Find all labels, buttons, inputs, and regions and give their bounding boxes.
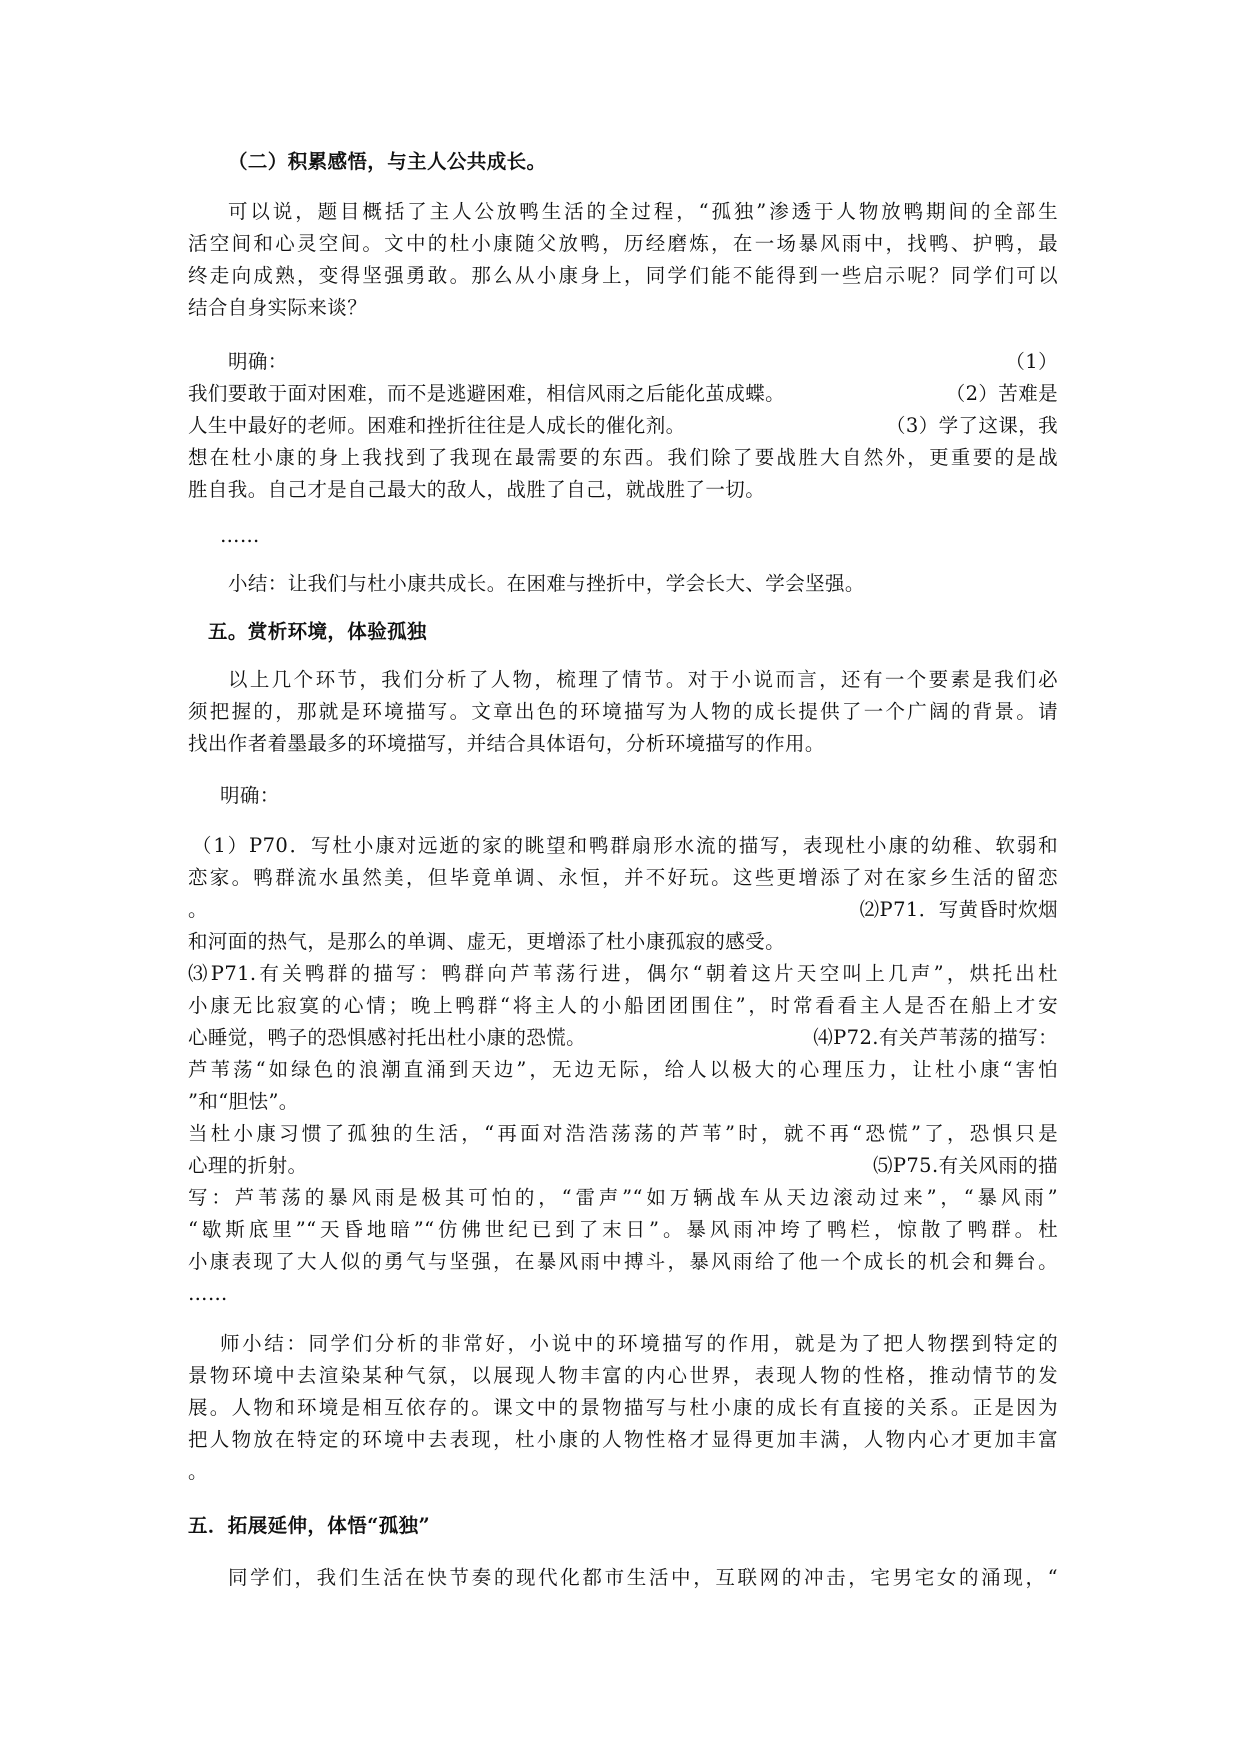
answer-text: 想在杜小康的身上我找到了我现在最需要的东西。我们除了要战胜大自然外，更重要的是战 [188, 446, 1058, 469]
analysis-line: ⑶P71.有关鸭群的描写：鸭群向芦苇荡行进，偶尔“朝着这片天空叫上几声”，烘托出杜 [188, 962, 1058, 985]
analysis-text: 心理的折射。 [188, 1154, 308, 1177]
section-heading-extension: 五．拓展延伸，体悟“孤独” [188, 1514, 431, 1537]
clarify-label: 明确： [228, 350, 288, 373]
analysis-text: ⑷P72.有关芦苇荡的描写： [813, 1026, 1058, 1049]
ellipsis: …… [220, 524, 260, 547]
analysis-line: （1）P70．写杜小康对远逝的家的眺望和鸭群扇形水流的描写，表现杜小康的幼稚、软弱和 [192, 834, 1058, 857]
analysis-line: 恋家。鸭群流水虽然美，但毕竟单调、永恒，并不好玩。这些更增添了对在家乡生活的留恋 [188, 866, 1058, 889]
summary-line: 展。人物和环境是相互依存的。课文中的景物描写与杜小康的成长有直接的关系。正是因为 [188, 1396, 1058, 1419]
answer-text: （3）学了这课，我 [885, 414, 1058, 437]
paragraph-line: 可以说，题目概括了主人公放鸭生活的全过程，“孤独”渗透于人物放鸭期间的全部生 [228, 200, 1058, 223]
paragraph-line: 活空间和心灵空间。文中的杜小康随父放鸭，历经磨炼，在一场暴风雨中，找鸭、护鸭，最 [188, 232, 1058, 255]
ellipsis: …… [188, 1282, 228, 1305]
section-heading-environment: 五。赏析环境，体验孤独 [208, 620, 427, 643]
analysis-line: 当杜小康习惯了孤独的生活，“再面对浩浩荡荡的芦苇”时，就不再“恐慌”了，恐惧只是 [188, 1122, 1058, 1145]
paragraph-line: 以上几个环节，我们分析了人物，梳理了情节。对于小说而言，还有一个要素是我们必 [228, 668, 1058, 691]
summary-text: 小结：让我们与杜小康共成长。在困难与挫折中，学会长大、学会坚强。 [228, 572, 865, 595]
paragraph-extension: 同学们，我们生活在快节奏的现代化都市生活中，互联网的冲击，宅男宅女的涌现，“ [228, 1566, 1058, 1589]
answer-text: 胜自我。自己才是自己最大的敌人，战胜了自己，就战胜了一切。 [188, 478, 766, 501]
analysis-line: “歇斯底里”“天昏地暗”“仿佛世纪已到了末日”。暴风雨冲垮了鸭栏，惊散了鸭群。杜 [188, 1218, 1058, 1241]
analysis-line: 小康无比寂寞的心情；晚上鸭群“将主人的小船团团围住”，时常看看主人是否在船上才安 [188, 994, 1058, 1017]
summary-line: 。 [188, 1460, 208, 1483]
summary-line: 师小结：同学们分析的非常好，小说中的环境描写的作用，就是为了把人物摆到特定的 [220, 1332, 1058, 1355]
analysis-text: ⑸P75.有关风雨的描 [872, 1154, 1058, 1177]
clarify-label: 明确： [220, 784, 280, 807]
analysis-line: 写：芦苇荡的暴风雨是极其可怕的，“雷声”“如万辆战车从天边滚动过来”，“暴风雨” [188, 1186, 1058, 1209]
summary-line: 把人物放在特定的环境中去表现，杜小康的人物性格才显得更加丰满，人物内心才更加丰富 [188, 1428, 1058, 1451]
answer-text: 人生中最好的老师。困难和挫折往往是人成长的催化剂。 [188, 414, 686, 437]
analysis-text: ⑵P71．写黄昏时炊烟 [859, 898, 1058, 921]
answer-text: 我们要敢于面对困难，而不是逃避困难，相信风雨之后能化茧成蝶。 [188, 382, 786, 405]
paragraph-line: 终走向成熟，变得坚强勇敢。那么从小康身上，同学们能不能得到一些启示呢？同学们可以 [188, 264, 1058, 287]
item-number: （1） [1005, 350, 1058, 373]
paragraph-line: 找出作者着墨最多的环境描写，并结合具体语句，分析环境描写的作用。 [188, 732, 825, 755]
analysis-line: 小康表现了大人似的勇气与坚强，在暴风雨中搏斗，暴风雨给了他一个成长的机会和舞台。 [188, 1250, 1058, 1273]
analysis-line: 和河面的热气，是那么的单调、虚无，更增添了杜小康孤寂的感受。 [188, 930, 786, 953]
analysis-line: ”和“胆怯”。 [188, 1090, 299, 1113]
analysis-text: 。 [188, 898, 208, 921]
summary-line: 景物环境中去渲染某种气氛，以展现人物丰富的内心世界，表现人物的性格，推动情节的发 [188, 1364, 1058, 1387]
paragraph-line: 结合自身实际来谈？ [188, 296, 368, 319]
analysis-text: 心睡觉，鸭子的恐惧感衬托出杜小康的恐慌。 [188, 1026, 587, 1049]
analysis-line: 芦苇荡“如绿色的浪潮直涌到天边”，无边无际，给人以极大的心理压力，让杜小康“害怕 [188, 1058, 1058, 1081]
answer-text: （2）苦难是 [945, 382, 1058, 405]
section-heading-accumulate: （二）积累感悟，与主人公共成长。 [228, 150, 547, 173]
paragraph-line: 须把握的，那就是环境描写。文章出色的环境描写为人物的成长提供了一个广阔的背景。请 [188, 700, 1058, 723]
